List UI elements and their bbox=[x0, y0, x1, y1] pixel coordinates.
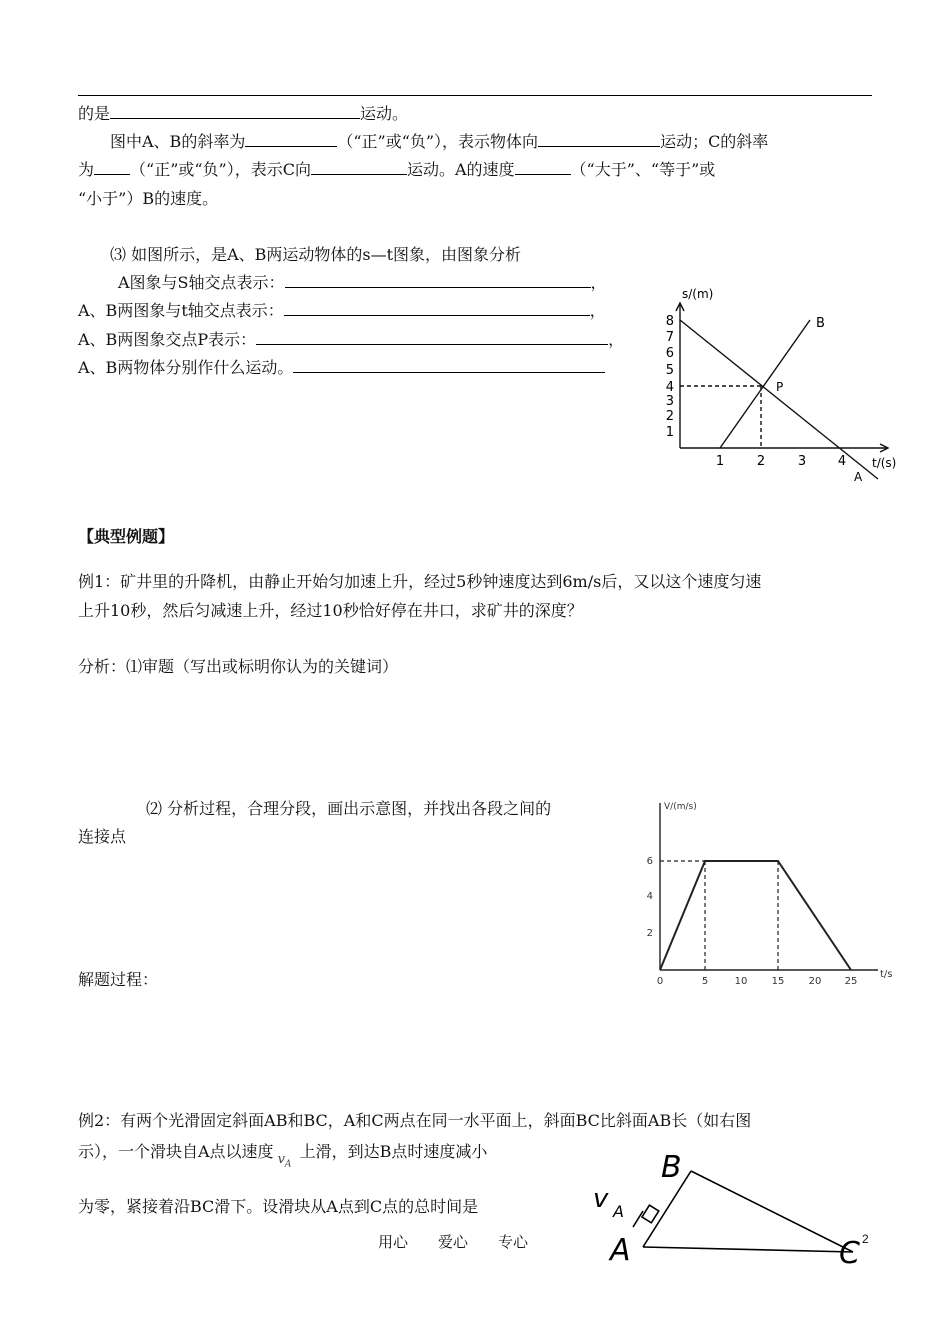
text: 的是 bbox=[78, 104, 111, 123]
page-number: 2 bbox=[862, 1232, 869, 1246]
velocity-line bbox=[660, 861, 851, 970]
footer-text: 用心 爱心 专心 bbox=[378, 1233, 529, 1251]
header-rule bbox=[78, 95, 872, 96]
q3-line2 bbox=[78, 301, 606, 321]
point-c: C bbox=[839, 1236, 860, 1271]
velocity-sub: A bbox=[613, 1202, 624, 1221]
text: （“正”或“负”），表示C向 bbox=[130, 160, 311, 179]
text: ， bbox=[590, 273, 607, 292]
answer-blank[interactable] bbox=[94, 160, 130, 175]
vt-graph bbox=[640, 795, 910, 995]
ex2-line3: 为零，紧接着沿BC滑下。设滑块从A点到C点的总时间是 bbox=[78, 1197, 479, 1216]
ex1-line1: 例1：矿井里的升降机，由静止开始匀加速上升，经过5秒钟速度达到6m/s后，又以这个速度匀速 bbox=[78, 572, 762, 591]
answer-blank[interactable] bbox=[284, 301, 590, 316]
ex1-step2: ⑵ 分析过程，合理分段，画出示意图，并找出各段之间的 bbox=[146, 799, 552, 818]
y-axis-label: s/(m) bbox=[682, 287, 714, 301]
answer-blank[interactable] bbox=[538, 132, 660, 147]
text: A、B两物体分别作什么运动。 bbox=[78, 358, 294, 377]
incline-bc bbox=[691, 1171, 853, 1252]
ex2-line1: 例2：有两个光滑固定斜面AB和BC，A和C两点在同一水平面上，斜面BC比斜面AB长（如右图 bbox=[78, 1111, 752, 1130]
line-a bbox=[680, 320, 878, 479]
ex1-line2: 上升10秒，然后匀减速上升，经过10秒恰好停在井口，求矿井的深度？ bbox=[78, 601, 583, 620]
text: A、B两图象与t轴交点表示： bbox=[78, 301, 284, 320]
label-a: A bbox=[854, 470, 863, 484]
x-axis-label: t/s bbox=[880, 969, 893, 980]
text: 运动；C的斜率 bbox=[660, 132, 769, 151]
y-tick: 7 bbox=[665, 330, 674, 345]
text: A图象与S轴交点表示： bbox=[118, 273, 285, 292]
answer-blank[interactable] bbox=[245, 132, 337, 147]
x-tick: 1 bbox=[715, 454, 725, 469]
y-tick: 2 bbox=[646, 928, 653, 939]
velocity-v: v bbox=[593, 1184, 609, 1214]
label-p: P bbox=[776, 380, 784, 394]
ex1-analysis: 分析：⑴审题（写出或标明你认为的关键词） bbox=[78, 657, 399, 676]
velocity-arrow bbox=[633, 1211, 643, 1227]
x-tick: 2 bbox=[756, 454, 766, 469]
ex2-line2 bbox=[78, 1142, 487, 1169]
incline-diagram bbox=[585, 1145, 885, 1275]
section-title: 【典型例题】 bbox=[78, 527, 175, 546]
x-axis-label: t/(s) bbox=[872, 456, 897, 470]
y-tick: 6 bbox=[646, 856, 653, 867]
text: ， bbox=[589, 301, 606, 320]
text: A、B两图象交点P表示： bbox=[78, 330, 257, 349]
y-tick: 4 bbox=[646, 891, 653, 902]
y-tick: 3 bbox=[665, 394, 674, 409]
text: 为 bbox=[78, 160, 95, 179]
x-tick: 5 bbox=[701, 976, 709, 987]
point-a: A bbox=[610, 1233, 631, 1268]
ex1-step2-cont: 连接点 bbox=[78, 827, 127, 846]
text: 示），一个滑块自A点以速度 bbox=[78, 1142, 274, 1161]
para1-line4: “小于”）B的速度。 bbox=[78, 189, 219, 208]
label-b: B bbox=[816, 316, 825, 331]
y-tick: 2 bbox=[665, 409, 674, 424]
answer-blank[interactable] bbox=[293, 358, 605, 373]
slider-block bbox=[642, 1205, 659, 1223]
text: （“大于”、“等于”或 bbox=[570, 160, 716, 179]
text: 图中A、B的斜率为 bbox=[110, 132, 246, 151]
q3-line1 bbox=[118, 273, 607, 293]
text: ， bbox=[608, 330, 625, 349]
para1-line2 bbox=[110, 132, 768, 152]
answer-blank[interactable] bbox=[110, 104, 360, 119]
x-tick: 25 bbox=[844, 976, 858, 987]
y-tick: 6 bbox=[665, 346, 674, 361]
velocity-symbol bbox=[278, 1150, 300, 1175]
line-b bbox=[720, 320, 810, 448]
text: 运动。A的速度 bbox=[406, 160, 515, 179]
x-tick: 15 bbox=[771, 976, 785, 987]
text: 上滑，到达B点时速度减小 bbox=[299, 1142, 488, 1161]
x-tick: 0 bbox=[656, 976, 664, 987]
st-graph bbox=[650, 285, 900, 490]
answer-blank[interactable] bbox=[285, 273, 591, 288]
text: 运动。 bbox=[360, 104, 409, 123]
x-tick: 10 bbox=[734, 976, 748, 987]
point-b: B bbox=[661, 1150, 682, 1185]
answer-blank[interactable] bbox=[256, 330, 608, 345]
ex1-solution: 解题过程： bbox=[78, 970, 159, 989]
y-tick: 4 bbox=[665, 380, 674, 395]
text: （“正”或“负”），表示物体向 bbox=[337, 132, 539, 151]
ground-ac bbox=[643, 1247, 853, 1252]
x-tick: 4 bbox=[837, 454, 847, 469]
answer-blank[interactable] bbox=[515, 160, 571, 175]
y-tick: 1 bbox=[665, 425, 674, 440]
y-axis-label: V/(m/s) bbox=[664, 802, 697, 812]
para1-line3 bbox=[78, 160, 715, 180]
q3-line3 bbox=[78, 330, 624, 350]
v-subscript: A bbox=[284, 1159, 292, 1170]
q3-line4 bbox=[78, 358, 605, 378]
x-tick: 20 bbox=[808, 976, 822, 987]
para1-line1 bbox=[78, 104, 408, 124]
q3-intro: ⑶ 如图所示，是A、B两运动物体的s—t图象，由图象分析 bbox=[110, 245, 522, 264]
y-tick: 8 bbox=[665, 314, 674, 329]
v-letter: v bbox=[277, 1152, 285, 1167]
answer-blank[interactable] bbox=[311, 160, 407, 175]
y-tick: 5 bbox=[665, 363, 674, 378]
x-tick: 3 bbox=[797, 454, 807, 469]
